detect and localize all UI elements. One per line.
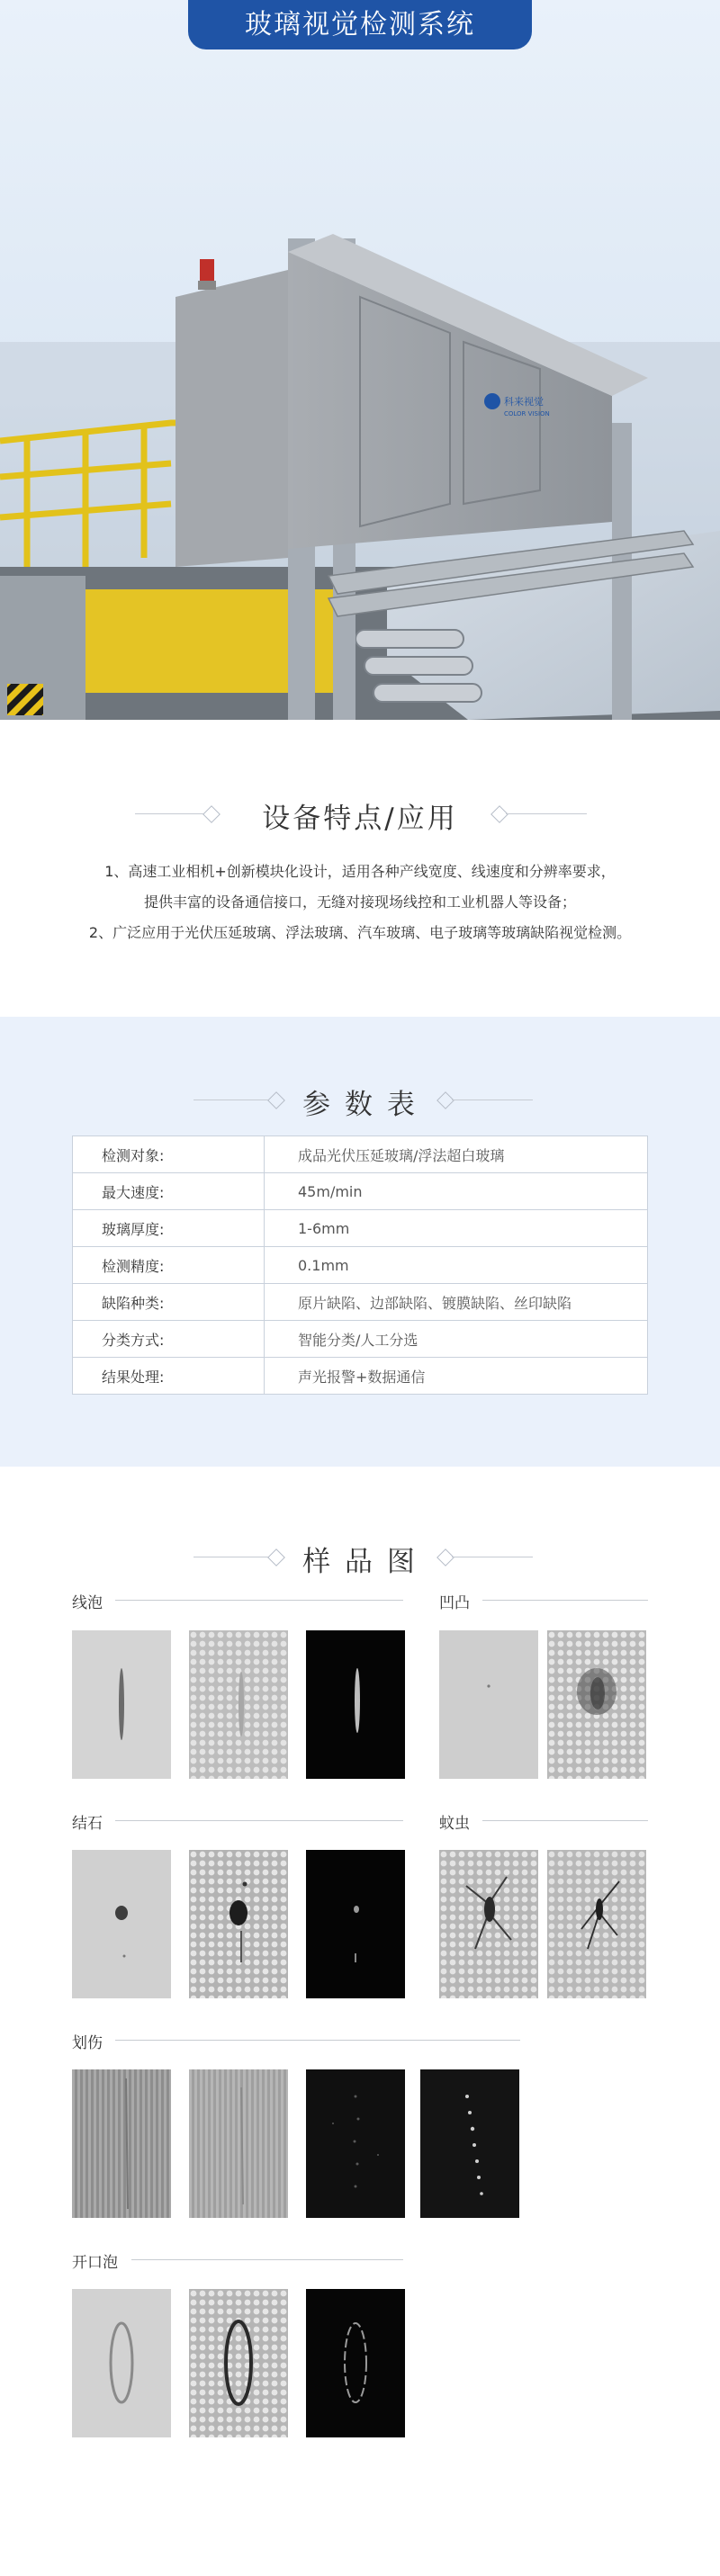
category-linepao: [72, 1590, 405, 1610]
machine-photo: [0, 0, 720, 720]
param-value: 原片缺陷、边部缺陷、镀膜缺陷、丝印缺陷: [265, 1284, 648, 1321]
brand-name-en: COLOR VISION: [504, 410, 550, 417]
param-value: 0.1mm: [265, 1247, 648, 1284]
param-label: 玻璃厚度:: [73, 1210, 265, 1247]
sample-image: [72, 2069, 171, 2218]
table-row: [73, 1358, 648, 1395]
sample-image: [189, 2289, 288, 2437]
category-kaikoupao: [72, 2249, 405, 2272]
sample-image: [306, 2289, 405, 2437]
features-text: [0, 857, 720, 948]
category-wenchong: [439, 1810, 648, 1833]
samples-heading: [0, 1535, 720, 1580]
table-row: [73, 1284, 648, 1321]
sample-image: [189, 2069, 288, 2218]
category-label: 开口泡: [72, 2254, 118, 2272]
category-divider: [115, 2040, 520, 2041]
param-label: 分类方式:: [73, 1321, 265, 1358]
sample-image: [439, 1850, 538, 1998]
category-label: 凹凸: [439, 1594, 470, 1612]
category-divider: [131, 2259, 403, 2260]
sample-image: [306, 1630, 405, 1779]
param-value: 45m/min: [265, 1173, 648, 1210]
feature-line: 2、广泛应用于光伏压延玻璃、浮法玻璃、汽车玻璃、电子玻璃等玻璃缺陷视觉检测。: [88, 924, 632, 941]
features-section: [0, 765, 720, 1017]
sample-image: [420, 2069, 519, 2218]
table-row: [73, 1247, 648, 1284]
sample-image: [72, 1630, 171, 1779]
param-value: 智能分类/人工分选: [265, 1321, 648, 1358]
sample-image: [439, 1630, 538, 1779]
category-label: 线泡: [72, 1594, 103, 1612]
category-label: 划伤: [72, 2034, 103, 2052]
heading-divider: [506, 813, 587, 814]
category-huashang: [72, 2030, 522, 2050]
sample-image: [72, 1850, 171, 1998]
param-label: 结果处理:: [73, 1358, 265, 1395]
sample-image: [547, 1850, 646, 1998]
params-table: [72, 1135, 648, 1395]
feature-line: 提供丰富的设备通信接口，无缝对接现场线控和工业机器人等设备；: [143, 893, 576, 911]
category-label: 结石: [72, 1815, 103, 1833]
sample-image: [189, 1630, 288, 1779]
table-row: [73, 1173, 648, 1210]
category-divider: [482, 1600, 648, 1601]
features-heading: [0, 792, 720, 837]
category-divider: [115, 1820, 403, 1821]
param-value: 声光报警+数据通信: [265, 1358, 648, 1395]
sample-image: [72, 2289, 171, 2437]
sample-image: [306, 2069, 405, 2218]
param-value: 成品光伏压延玻璃/浮法超白玻璃: [265, 1136, 648, 1173]
sample-image: [189, 1850, 288, 1998]
category-jieshi: [72, 1810, 405, 1833]
params-section: [0, 1017, 720, 1467]
category-divider: [115, 1600, 403, 1601]
param-label: 最大速度:: [73, 1173, 265, 1210]
param-label: 检测对象:: [73, 1136, 265, 1173]
category-aotu: [439, 1590, 648, 1610]
table-row: [73, 1210, 648, 1247]
brand-name: 科来视觉: [504, 396, 544, 408]
features-title: 设备特点/应用: [262, 803, 458, 835]
category-divider: [482, 1820, 648, 1821]
param-label: 检测精度:: [73, 1247, 265, 1284]
category-label: 蚊虫: [439, 1815, 470, 1833]
params-title: 参 数 表: [302, 1089, 418, 1121]
table-row: [73, 1136, 648, 1173]
hero-section: [0, 0, 720, 720]
param-value: 1-6mm: [265, 1210, 648, 1247]
samples-section: [0, 1467, 720, 2576]
samples-title: 样 品 图: [302, 1546, 418, 1578]
sample-image: [547, 1630, 646, 1779]
sample-image: [306, 1850, 405, 1998]
feature-line: 1、高速工业相机+创新模块化设计，适用各种产线宽度、线速度和分辨率要求，: [104, 863, 616, 880]
param-label: 缺陷种类:: [73, 1284, 265, 1321]
page-title: 玻璃视觉检测系统: [188, 0, 532, 49]
params-heading: [0, 1078, 720, 1123]
table-row: [73, 1321, 648, 1358]
